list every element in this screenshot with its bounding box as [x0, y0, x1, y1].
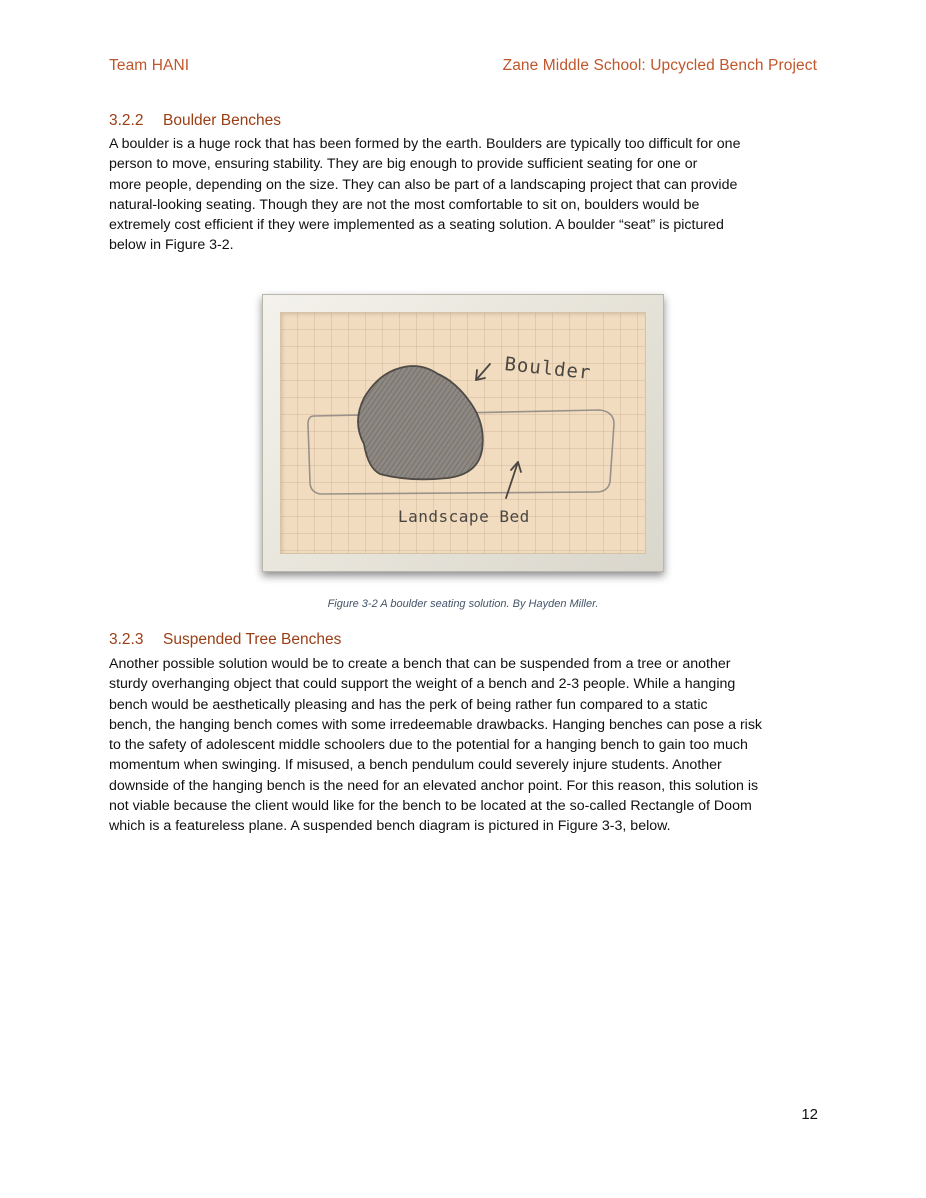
- section-number: 3.2.3: [109, 631, 144, 648]
- section-title: Boulder Benches: [163, 112, 282, 129]
- label-boulder: Boulder: [503, 353, 593, 385]
- paragraph-line: not viable because the client would like for the bench to be located at the so-called Rectangle of Doom: [109, 798, 752, 815]
- header-project-title: Zane Middle School: Upcycled Bench Project: [502, 57, 817, 74]
- boulder-sketch-drawing: [280, 312, 646, 554]
- paragraph-line: Another possible solution would be to create a bench that can be suspended from a tree or another: [109, 656, 731, 672]
- paragraph-line: sturdy overhanging object that could support the weight of a bench and 2-3 people. While a hanging: [109, 676, 736, 693]
- paragraph-line: momentum when swinging. If misused, a bench pendulum could severely injure students. Another: [109, 757, 722, 774]
- paragraph-line: extremely cost efficient if they were implemented as a seating solution. A boulder “seat” is pictured: [109, 217, 724, 234]
- paragraph-line: below in Figure 3-2.: [109, 237, 234, 254]
- section-heading-tree: [109, 631, 341, 649]
- tree-paragraph: [109, 654, 821, 837]
- section-number: 3.2.2: [109, 112, 144, 129]
- header-team-name: Team HANI: [109, 57, 190, 74]
- paragraph-line: downside of the hanging bench is the need for an elevated anchor point. For this reason, this solution is: [109, 777, 759, 794]
- paragraph-line: person to move, ensuring stability. They are big enough to provide sufficient seating for one or: [109, 156, 698, 173]
- page-number: 12: [801, 1106, 818, 1123]
- boulder-paragraph: [109, 134, 821, 256]
- figure-caption: Figure 3-2 A boulder seating solution. By Hayden Miller.: [327, 598, 599, 610]
- figure-boulder-sketch: [262, 294, 664, 572]
- paragraph-line: to the safety of adolescent middle schoolers due to the potential for a hanging bench to gain too much: [109, 737, 748, 754]
- sketch-paper: [280, 312, 646, 554]
- paragraph-line: bench would be aesthetically pleasing and has the perk of being rather fun compared to a static: [109, 696, 708, 713]
- paragraph-line: bench, the hanging bench comes with some irredeemable drawbacks. Hanging benches can pose a risk: [109, 716, 763, 733]
- paragraph-line: natural-looking seating. Though they are not the most comfortable to sit on, boulders would be: [109, 196, 700, 213]
- section-title: Suspended Tree Benches: [163, 631, 342, 648]
- section-heading-boulder: [109, 112, 281, 130]
- paragraph-line: which is a featureless plane. A suspended bench diagram is pictured in Figure 3-3, below.: [109, 818, 671, 835]
- label-landscape-bed: Landscape Bed: [398, 507, 530, 526]
- paragraph-line: A boulder is a huge rock that has been formed by the earth. Boulders are typically too difficult for one: [109, 136, 741, 152]
- paragraph-line: more people, depending on the size. They can also be part of a landscaping project that can provide: [109, 176, 738, 193]
